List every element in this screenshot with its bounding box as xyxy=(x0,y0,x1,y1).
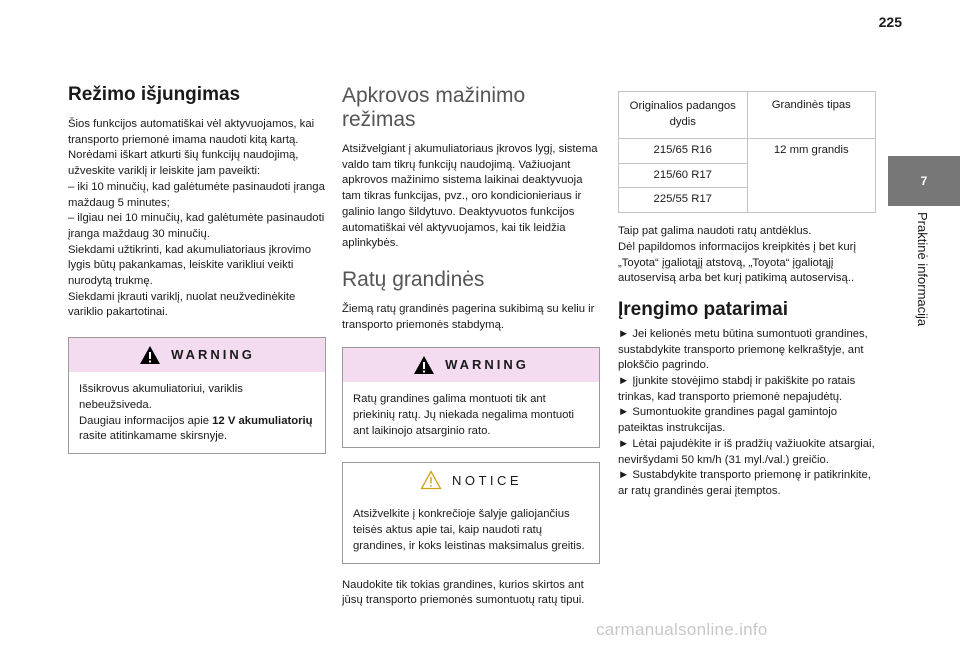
paragraph: Norėdami iškart atkurti šių funkcijų naudojimą, užveskite variklį ir leiskite jam paveikti: xyxy=(68,149,299,178)
chapter-title: Praktinė informacija xyxy=(915,212,930,327)
section-heading-mode-off: Režimo išjungimas xyxy=(68,84,241,105)
warning-title: WARNING xyxy=(171,347,255,363)
table-cell: 215/65 R16 xyxy=(619,139,748,164)
warning-icon xyxy=(139,345,161,365)
table-header-row xyxy=(619,92,876,139)
paragraph: Atsižvelgiant į akumuliatoriaus įkrovos lygį, sistema valdo tam tikrų funkcijų naudojimą. Važiuojant apkrovos mažinimo sistema laikinai deaktyvuoja tam tikras funkcijas, pvz., oro kondicionieriaus ir galinio lango šildytuvo. Deaktyvuotos funkcijos automatiškai vėl aktyvuojamos, kai tik leidžia aplinkybės. xyxy=(342,143,598,250)
section-heading-snow-chains: Ratų grandinės xyxy=(342,267,485,291)
table-row xyxy=(619,139,876,164)
list-item: ► Sustabdykite transporto priemonę ir patikrinkite, ar ratų grandinės gerai įtemptos. xyxy=(618,469,871,497)
warning-icon xyxy=(413,355,435,375)
list-item: ► Sumontuokite grandines pagal gamintojo pateiktas instrukcijas. xyxy=(618,406,838,435)
notice-icon xyxy=(420,470,442,490)
warning-header xyxy=(69,338,325,372)
list-item: – iki 10 minučių, kad galėtumėte pasinaudoti įranga maždaug 5 minutes; xyxy=(68,180,325,209)
table-cell: 225/55 R17 xyxy=(619,188,748,213)
paragraph: Naudokite tik tokias grandines, kurios skirtos ant jūsų transporto priemonės sumontuotų ratų tipui. xyxy=(342,578,585,607)
paragraph: Žiemą ratų grandinės pagerina sukibimą su keliu ir transporto priemonės stabdymą. xyxy=(342,302,595,331)
table-header-cell: Grandinės tipas xyxy=(747,92,876,139)
notice-body xyxy=(343,497,599,562)
watermark: carmanualsonline.info xyxy=(596,620,768,639)
warning-title: WARNING xyxy=(445,357,529,373)
warning-body xyxy=(343,382,599,447)
paragraph: Siekdami įkrauti variklį, nuolat neužvedinėkite variklio pakartotinai. xyxy=(68,290,296,319)
table-cell: 12 mm grandis xyxy=(747,139,876,213)
section-heading-installation-tips: Įrengimo patarimai xyxy=(618,298,788,320)
column-left xyxy=(68,84,326,454)
table-header-cell: Originalios padangos dydis xyxy=(619,92,748,139)
warning-box xyxy=(68,337,326,454)
tire-chain-table xyxy=(618,91,876,213)
list-item: ► Lėtai pajudėkite ir iš pradžių važiuokite atsargiai, neviršydami 50 km/h (31 myl./val.) greičio. xyxy=(618,437,875,466)
column-right xyxy=(618,91,876,500)
warning-text: Išsikrovus akumuliatoriui, variklis nebeužsiveda. xyxy=(79,383,243,411)
notice-text: Atsižvelkite į konkrečioje šalyje galiojančius teisės aktus apie tai, kaip naudoti ratų grandines, ir koks leistinas maksimalus greitis. xyxy=(353,508,585,552)
warning-text: Ratų grandines galima montuoti tik ant priekinių ratų. Jų niekada negalima montuoti ant laikinojo atsarginio rato. xyxy=(353,393,575,437)
page-number: 225 xyxy=(878,14,902,30)
warning-body xyxy=(69,372,325,453)
notice-header xyxy=(343,463,599,497)
notice-box xyxy=(342,462,600,563)
paragraph: Taip pat galima naudoti ratų antdėklus. xyxy=(618,225,812,238)
column-middle xyxy=(342,84,600,609)
list-item: ► Jei kelionės metu būtina sumontuoti grandines, sustabdykite transporto priemonę kelkraštyje, ant plokščio pagrindo. xyxy=(618,327,868,372)
warning-header xyxy=(343,348,599,382)
paragraph: Dėl papildomos informacijos kreipkitės į bet kurį „Toyota“ įgaliotąjį atstovą, „Toyota“ įgaliotąjį autoservisą arba bet kurį patikimą autoservisą.. xyxy=(618,240,856,285)
chapter-tab: 7 xyxy=(888,156,960,206)
list-item: ► Įjunkite stovėjimo stabdį ir pakiškite po ratais trinkas, kad transporto priemonė nepajudėtų. xyxy=(618,375,856,403)
warning-box xyxy=(342,347,600,448)
list-item: – ilgiau nei 10 minučių, kad galėtumėte pasinaudoti įranga maždaug 30 minučių. xyxy=(68,212,325,240)
paragraph: Šios funkcijos automatiškai vėl aktyvuojamos, kai transporto priemonė imama naudoti kitą kartą. xyxy=(68,118,315,146)
section-heading-load-reduction: Apkrovos mažinimo režimas xyxy=(342,84,526,131)
notice-title: NOTICE xyxy=(451,472,523,488)
paragraph: Siekdami užtikrinti, kad akumuliatoriaus įkrovimo lygis būtų pakankamas, leiskite varikliui veikti nurodytą trukmę. xyxy=(68,243,311,288)
table-cell: 215/60 R17 xyxy=(619,163,748,188)
warning-text-2: Daugiau informacijos apie 12 V akumuliatorių rasite atitinkamame skirsnyje. xyxy=(79,414,313,443)
